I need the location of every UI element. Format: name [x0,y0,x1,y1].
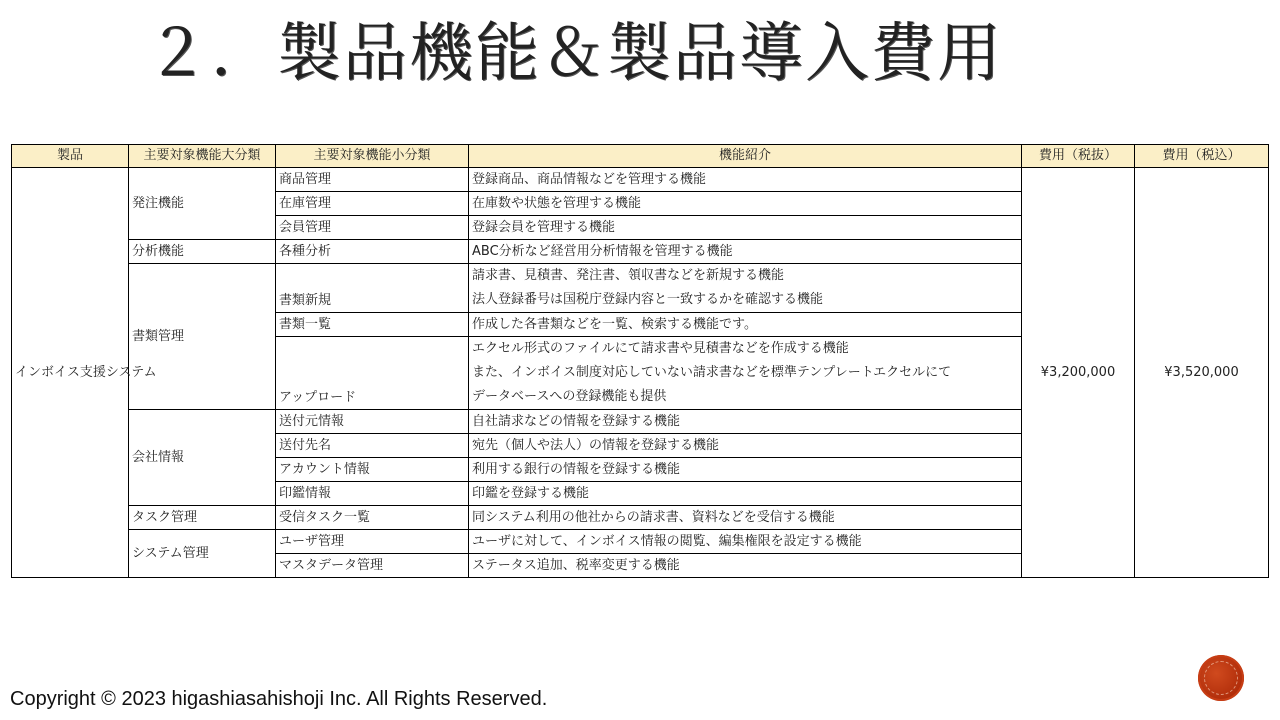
category-cell: システム管理 [129,530,276,578]
description-line: 請求書、見積書、発注書、領収書などを新規する機能 [472,268,785,283]
subcategory-cell: 受信タスク一覧 [276,506,469,530]
description-cell: 登録商品、商品情報などを管理する機能 [469,168,1022,192]
page-title: ２．製品機能＆製品導入費用 [145,17,1003,91]
subcategory-cell: ユーザ管理 [276,530,469,554]
header-price-excl: 費用（税抜） [1022,145,1135,168]
category-cell: 発注機能 [129,168,276,240]
header-major-category: 主要対象機能大分類 [129,145,276,168]
description-cell: 自社請求などの情報を登録する機能 [469,410,1022,434]
subcategory-cell: 送付元情報 [276,410,469,434]
subcategory-cell: 送付先名 [276,434,469,458]
price-incl-cell: ¥3,520,000 [1135,168,1269,578]
subcategory-cell: 各種分析 [276,240,469,264]
company-logo-icon [1198,655,1244,701]
description-line: また、インボイス制度対応していない請求書などを標準テンプレートエクセルにて [472,365,952,380]
description-line: 法人登録番号は国税庁登録内容と一致するかを確認する機能 [472,292,824,307]
description-cell: 宛先（個人や法人）の情報を登録する機能 [469,434,1022,458]
description-cell: ステータス追加、税率変更する機能 [469,554,1022,578]
category-cell: タスク管理 [129,506,276,530]
description-cell: 作成した各書類などを一覧、検索する機能です。 [469,313,1022,337]
subcategory-cell: 会員管理 [276,216,469,240]
description-cell: 印鑑を登録する機能 [469,482,1022,506]
description-cell: ユーザに対して、インボイス情報の閲覧、編集権限を設定する機能 [469,530,1022,554]
feature-cost-table [11,144,1269,578]
subcategory-cell: アカウント情報 [276,458,469,482]
table-row [12,168,1269,192]
category-cell: 分析機能 [129,240,276,264]
category-cell: 会社情報 [129,410,276,506]
description-cell [469,337,1022,410]
subcategory-cell: アップロード [276,337,469,410]
description-line: データベースへの登録機能も提供 [472,389,667,404]
subcategory-cell: 商品管理 [276,168,469,192]
header-minor-category: 主要対象機能小分類 [276,145,469,168]
description-cell: 在庫数や状態を管理する機能 [469,192,1022,216]
subcategory-cell: 在庫管理 [276,192,469,216]
description-line: エクセル形式のファイルにて請求書や見積書などを作成する機能 [472,341,849,356]
price-excl-cell: ¥3,200,000 [1022,168,1135,578]
product-cell: インボイス支援システム [12,168,129,578]
subcategory-cell: 印鑑情報 [276,482,469,506]
header-product: 製品 [12,145,129,168]
subcategory-cell: マスタデータ管理 [276,554,469,578]
description-cell [469,264,1022,313]
subcategory-cell: 書類新規 [276,264,469,313]
description-cell: 登録会員を管理する機能 [469,216,1022,240]
copyright-text: Copyright © 2023 higashiasahishoji Inc. All Rights Reserved. [10,688,548,710]
header-description: 機能紹介 [469,145,1022,168]
description-cell: 利用する銀行の情報を登録する機能 [469,458,1022,482]
header-price-incl: 費用（税込） [1135,145,1269,168]
description-cell: ABC分析など経営用分析情報を管理する機能 [469,240,1022,264]
category-cell: 書類管理 [129,264,276,410]
table-header-row [12,145,1269,168]
subcategory-cell: 書類一覧 [276,313,469,337]
description-cell: 同システム利用の他社からの請求書、資料などを受信する機能 [469,506,1022,530]
